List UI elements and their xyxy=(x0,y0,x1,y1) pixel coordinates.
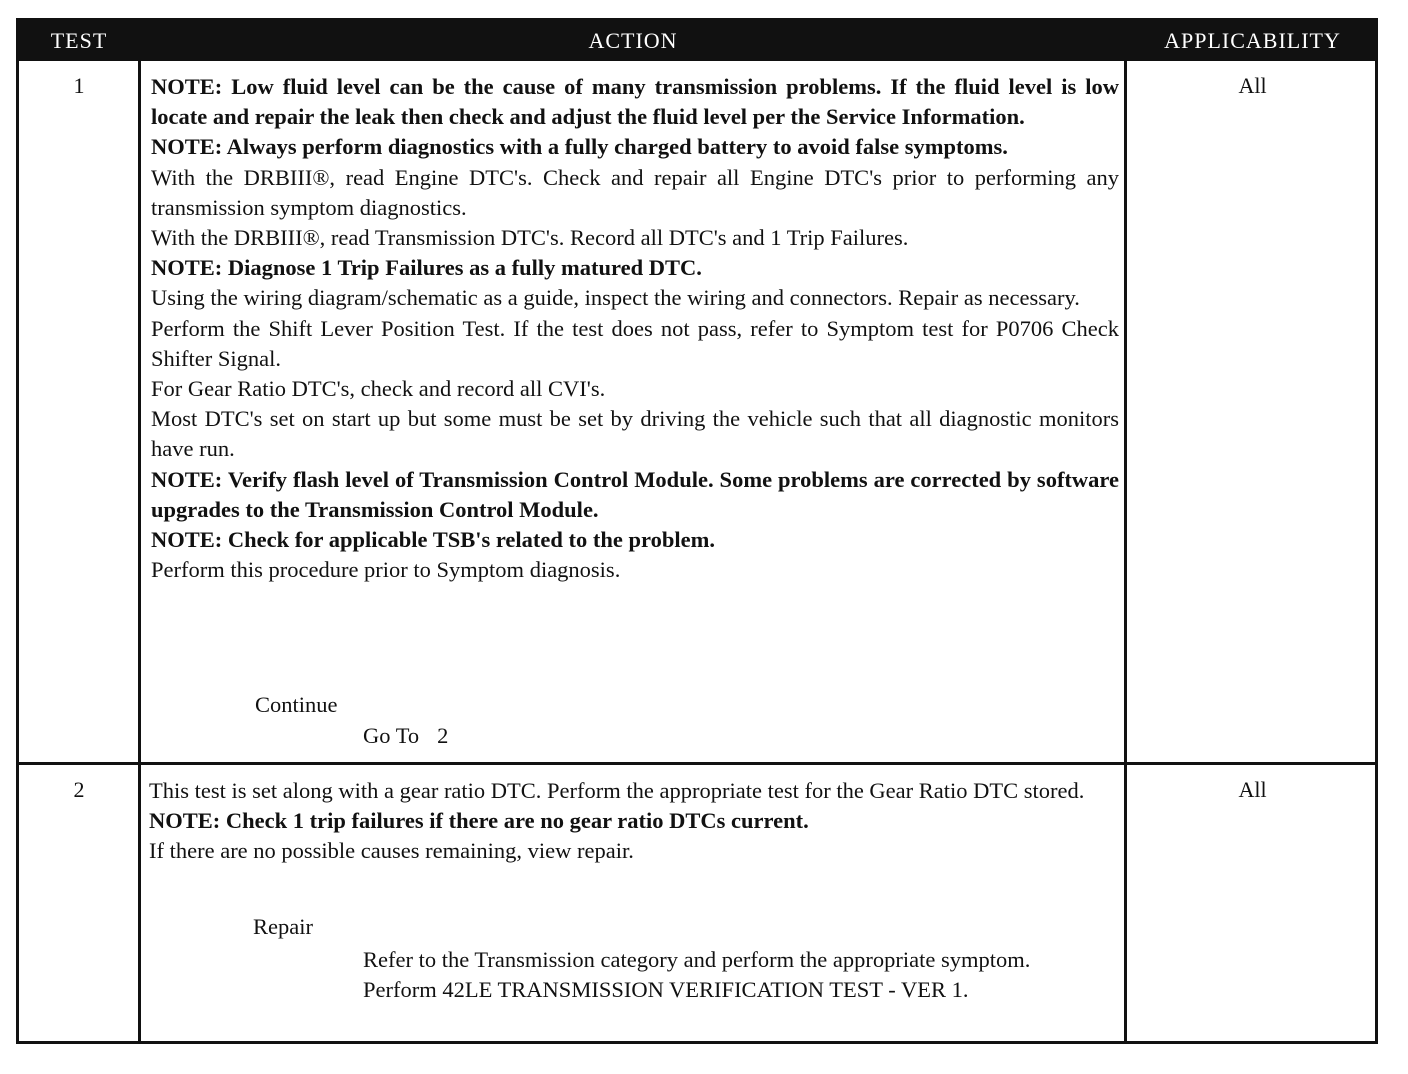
instruction-text: For Gear Ratio DTC's, check and record all CVI's. xyxy=(151,376,606,402)
header-test: TEST xyxy=(50,28,108,53)
note-text: NOTE: Check for applicable TSB's related to the problem. xyxy=(151,527,715,553)
header-action: ACTION xyxy=(588,28,678,53)
row-2-repair-instructions xyxy=(363,945,1119,1005)
table-header xyxy=(19,21,1375,61)
note-text: NOTE: Diagnose 1 Trip Failures as a fully matured DTC. xyxy=(151,255,702,281)
row-2-result-label: Repair xyxy=(253,914,313,939)
header-applicability: APPLICABILITY xyxy=(1164,28,1341,53)
instruction-text: Perform this procedure prior to Symptom diagnosis. xyxy=(151,557,621,583)
column-divider xyxy=(138,61,141,1041)
instruction-text: With the DRBIII®, read Transmission DTC's. Record all DTC's and 1 Trip Failures. xyxy=(151,225,909,251)
row-1-test-number: 1 xyxy=(73,73,85,98)
goto-label: Go To xyxy=(363,723,420,748)
instruction-text: Most DTC's set on start up but some must be set by driving the vehicle such that all diagnostic monitors have run. xyxy=(151,406,1119,462)
row-1-goto xyxy=(363,723,448,749)
row-2-test-number: 2 xyxy=(73,777,85,802)
note-text: NOTE: Low fluid level can be the cause of many transmission problems. If the fluid level is low locate and repair the leak then check and adjust the fluid level per the Service Information. xyxy=(151,74,1119,130)
instruction-text: With the DRBIII®, read Engine DTC's. Check and repair all Engine DTC's prior to performing any transmission symptom diagnostics. xyxy=(151,164,1119,220)
goto-target: 2 xyxy=(437,723,449,748)
instruction-text: Using the wiring diagram/schematic as a guide, inspect the wiring and connectors. Repair as necessary. xyxy=(151,285,1080,311)
row-1-result-label: Continue xyxy=(255,692,338,717)
diagnostic-table xyxy=(16,18,1378,1044)
instruction-text: If there are no possible causes remaining, view repair. xyxy=(149,838,634,864)
row-1-applicability: All xyxy=(1238,73,1267,98)
instruction-text: Perform the Shift Lever Position Test. If the test does not pass, refer to Symptom test for P0706 Check Shifter Signal. xyxy=(151,315,1119,371)
row-1-action xyxy=(151,72,1119,585)
row-2-applicability: All xyxy=(1238,777,1267,802)
instruction-text: This test is set along with a gear ratio DTC. Perform the appropriate test for the Gear Ratio DTC stored. xyxy=(149,778,1085,803)
note-text: NOTE: Always perform diagnostics with a fully charged battery to avoid false symptoms. xyxy=(151,134,1008,160)
row-divider xyxy=(19,762,1375,765)
row-2-action xyxy=(149,776,1117,867)
repair-text: Perform 42LE TRANSMISSION VERIFICATION TEST - VER 1. xyxy=(363,977,969,1003)
column-divider xyxy=(1124,61,1127,1041)
note-text: NOTE: Check 1 trip failures if there are no gear ratio DTCs current. xyxy=(149,808,809,834)
note-text: NOTE: Verify flash level of Transmission Control Module. Some problems are corrected by software upgrades to the Transmission Control Module. xyxy=(151,466,1119,522)
repair-text: Refer to the Transmission category and perform the appropriate symptom. xyxy=(363,947,1031,972)
